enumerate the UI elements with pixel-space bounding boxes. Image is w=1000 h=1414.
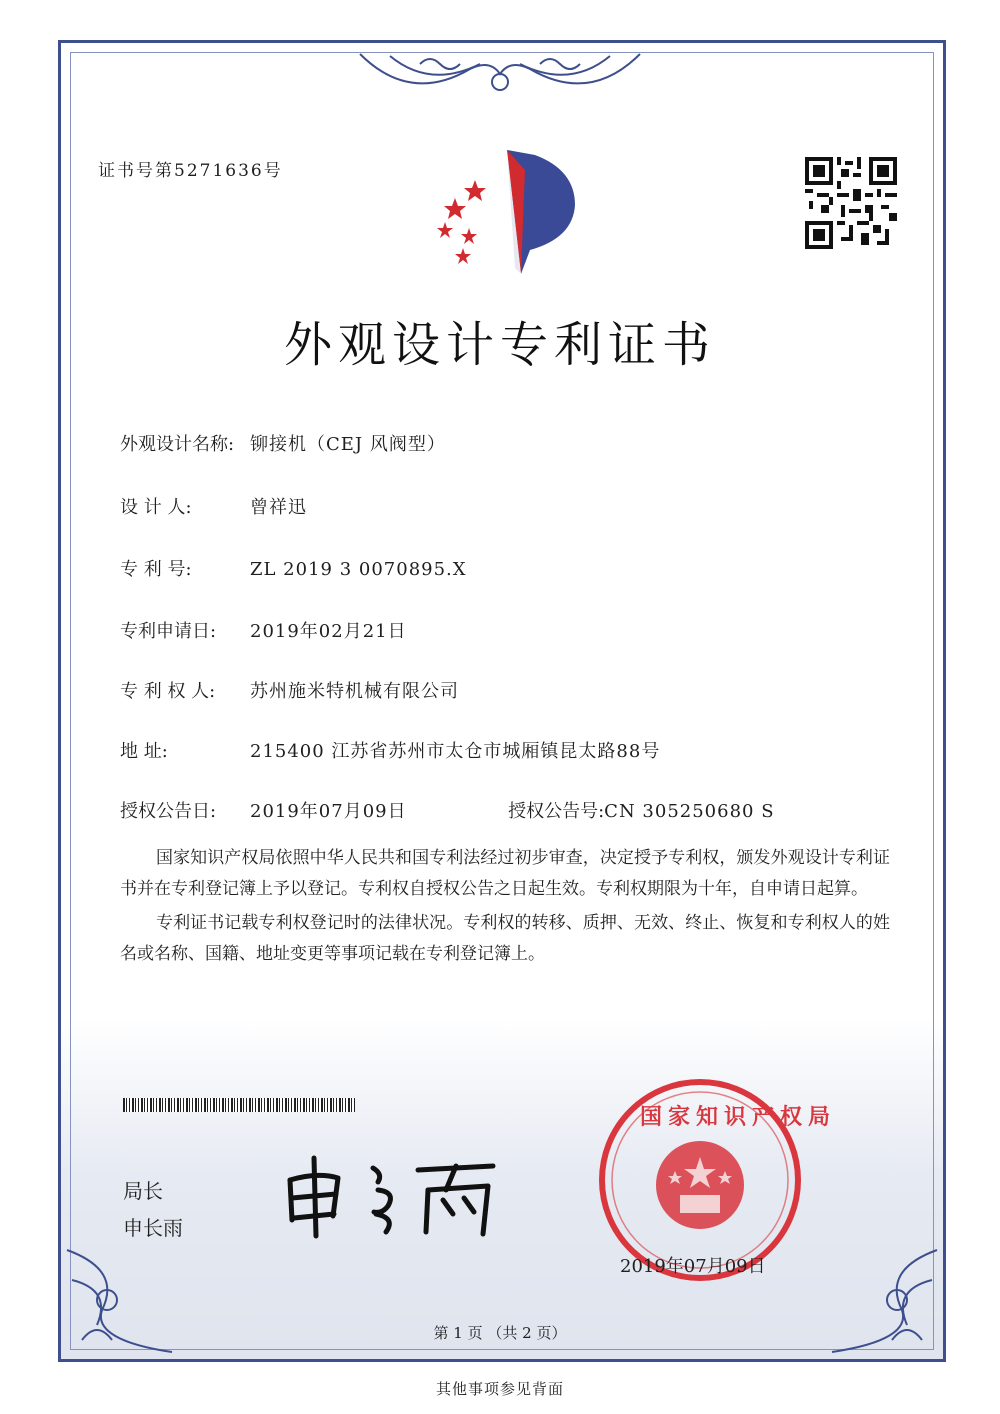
field-row-grant [120,797,775,823]
field-label: 设 计 人: [120,497,192,518]
field-value: 2019年02月21日 [250,621,407,642]
field-value: 215400 江苏省苏州市太仓市城厢镇昆太路88号 [250,741,661,762]
field-row-filing-date [120,617,407,643]
director-name: 申长雨 [123,1216,183,1240]
field-label: 专 利 号: [120,559,192,580]
grant-number-value: CN 305250680 S [604,801,775,822]
director-title: 局长 [123,1179,163,1203]
legal-text [120,843,890,973]
field-value: 铆接机（CEJ 风阀型） [250,434,446,455]
legal-paragraph: 专利证书记载专利权登记时的法律状况。专利权的转移、质押、无效、终止、恢复和专利权人的姓名或名称、国籍、地址变更等事项记载在专利登记簿上。 [120,913,890,964]
field-row-patent-number [120,555,467,581]
field-label: 地 址: [120,741,168,762]
grant-date-value: 2019年07月09日 [250,801,407,822]
field-label: 外观设计名称: [120,434,235,455]
top-ornament-icon [350,44,650,114]
field-value: ZL 2019 3 0070895.X [250,559,467,580]
field-value: 苏州施米特机械有限公司 [250,681,459,702]
legal-paragraph: 国家知识产权局依照中华人民共和国专利法经过初步审查，决定授予专利权，颁发外观设计专利证书并在专利登记簿上予以登记。专利权自授权公告之日起生效。专利权期限为十年，自申请日起算。 [120,848,890,899]
field-row-address [120,737,660,763]
field-label: 专利申请日: [120,621,217,642]
grant-date-label: 授权公告日: [120,801,217,822]
qr-code-icon [805,157,897,249]
back-side-note: 其他事项参见背面 [435,1380,564,1398]
patent-logo-icon [425,150,585,275]
field-row-design-name [120,430,446,456]
field-value: 曾祥迅 [250,497,307,518]
seal-text: 国家知识产权局 [640,1105,837,1130]
field-label: 专 利 权 人: [120,681,216,702]
grant-number-label: 授权公告号: [508,801,605,822]
signature-icon [278,1150,508,1240]
seal-date: 2019年07月09日 [620,1256,766,1277]
barcode-icon [123,1098,355,1112]
certificate-number: 证书号第5271636号 [98,161,283,181]
field-row-designer [120,493,307,519]
field-row-patentee [120,677,459,703]
page-title: 外观设计专利证书 [283,317,716,373]
page-number: 第 1 页 （共 2 页） [433,1324,567,1342]
